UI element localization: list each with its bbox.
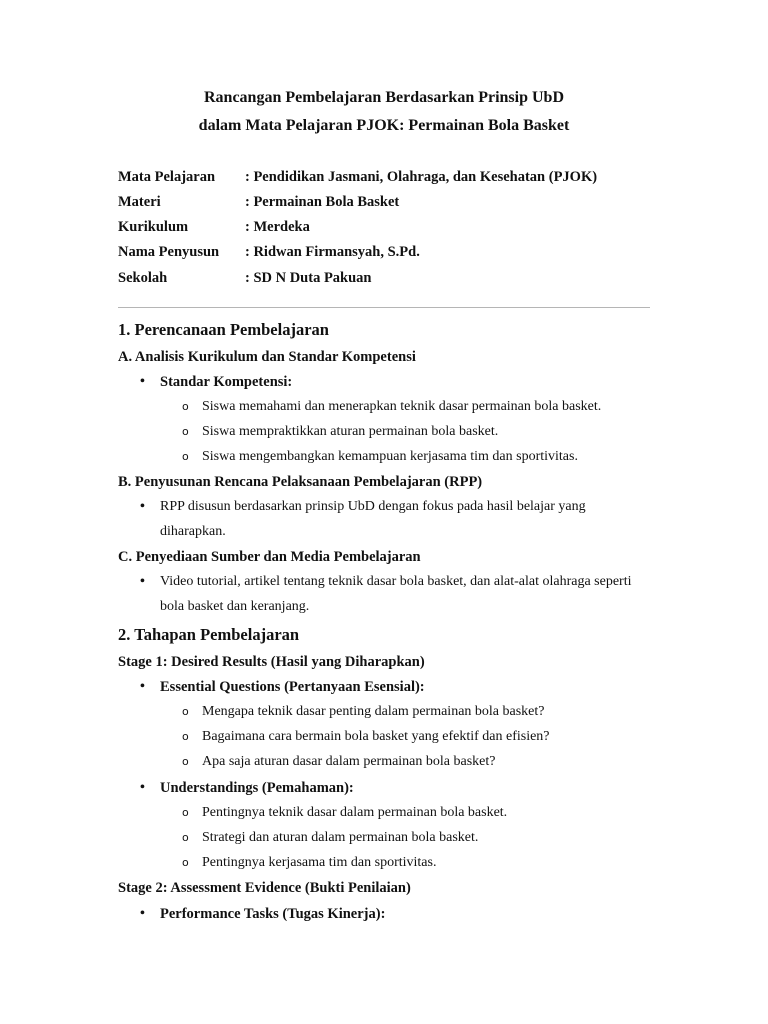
sub-bullet-icon: o xyxy=(182,831,189,844)
rpp-text-line-2: diharapkan. xyxy=(160,524,226,539)
performance-tasks-label: Performance Tasks (Tugas Kinerja): xyxy=(160,906,386,922)
section-1b-heading: B. Penyusunan Rencana Pelaksanaan Pembelajaran (RPP) xyxy=(118,474,483,490)
bullet-icon: • xyxy=(140,574,145,589)
bullet-icon: • xyxy=(140,374,145,389)
sub-bullet-icon: o xyxy=(182,755,189,768)
horizontal-divider xyxy=(118,307,650,308)
sub-bullet-icon: o xyxy=(182,425,189,438)
bullet-icon: • xyxy=(140,906,145,921)
list-item: Strategi dan aturan dalam permainan bola basket. xyxy=(202,830,479,845)
understandings-label: Understandings (Pemahaman): xyxy=(160,780,354,796)
list-item: Mengapa teknik dasar penting dalam permainan bola basket? xyxy=(202,704,545,719)
media-text-line-1: Video tutorial, artikel tentang teknik dasar bola basket, dan alat-alat olahraga seperti xyxy=(160,574,632,589)
meta-label: Kurikulum xyxy=(118,219,189,235)
meta-value: : Permainan Bola Basket xyxy=(245,194,400,210)
meta-value: : Ridwan Firmansyah, S.Pd. xyxy=(245,244,420,260)
list-item: Siswa mempraktikkan aturan permainan bola basket. xyxy=(202,424,499,439)
meta-label: Mata Pelajaran xyxy=(118,169,216,185)
stage-1-heading: Stage 1: Desired Results (Hasil yang Diharapkan) xyxy=(118,654,425,670)
document-title-line-2: dalam Mata Pelajaran PJOK: Permainan Bola Basket xyxy=(198,117,570,134)
list-item: Apa saja aturan dasar dalam permainan bola basket? xyxy=(202,754,496,769)
sub-bullet-icon: o xyxy=(182,730,189,743)
standar-kompetensi-label: Standar Kompetensi: xyxy=(160,374,293,390)
sub-bullet-icon: o xyxy=(182,705,189,718)
sub-bullet-icon: o xyxy=(182,450,189,463)
list-item: Siswa mengembangkan kemampuan kerjasama tim dan sportivitas. xyxy=(202,449,578,464)
sub-bullet-icon: o xyxy=(182,856,189,869)
sub-bullet-icon: o xyxy=(182,400,189,413)
rpp-text-line-1: RPP disusun berdasarkan prinsip UbD dengan fokus pada hasil belajar yang xyxy=(160,499,586,514)
document-title-line-1: Rancangan Pembelajaran Berdasarkan Prinsip UbD xyxy=(203,89,565,106)
media-text-line-2: bola basket dan keranjang. xyxy=(160,599,310,614)
section-1a-heading: A. Analisis Kurikulum dan Standar Kompetensi xyxy=(118,349,416,365)
essential-questions-label: Essential Questions (Pertanyaan Esensial): xyxy=(160,679,425,695)
meta-value: : SD N Duta Pakuan xyxy=(245,270,372,286)
bullet-icon: • xyxy=(140,780,145,795)
list-item: Pentingnya kerjasama tim dan sportivitas. xyxy=(202,855,437,870)
meta-value: : Merdeka xyxy=(245,219,310,235)
section-2-heading: 2. Tahapan Pembelajaran xyxy=(118,625,300,644)
section-1c-heading: C. Penyediaan Sumber dan Media Pembelajaran xyxy=(118,549,421,565)
list-item: Pentingnya teknik dasar dalam permainan bola basket. xyxy=(202,805,508,820)
section-1-heading: 1. Perencanaan Pembelajaran xyxy=(118,320,329,339)
stage-2-heading: Stage 2: Assessment Evidence (Bukti Penilaian) xyxy=(118,880,411,896)
sub-bullet-icon: o xyxy=(182,806,189,819)
meta-label: Sekolah xyxy=(118,270,168,286)
meta-label: Nama Penyusun xyxy=(118,244,220,260)
list-item: Bagaimana cara bermain bola basket yang efektif dan efisien? xyxy=(202,729,550,744)
bullet-icon: • xyxy=(140,679,145,694)
list-item: Siswa memahami dan menerapkan teknik dasar permainan bola basket. xyxy=(202,399,602,414)
meta-label: Materi xyxy=(118,194,161,210)
bullet-icon: • xyxy=(140,499,145,514)
meta-value: : Pendidikan Jasmani, Olahraga, dan Kesehatan (PJOK) xyxy=(245,169,598,185)
